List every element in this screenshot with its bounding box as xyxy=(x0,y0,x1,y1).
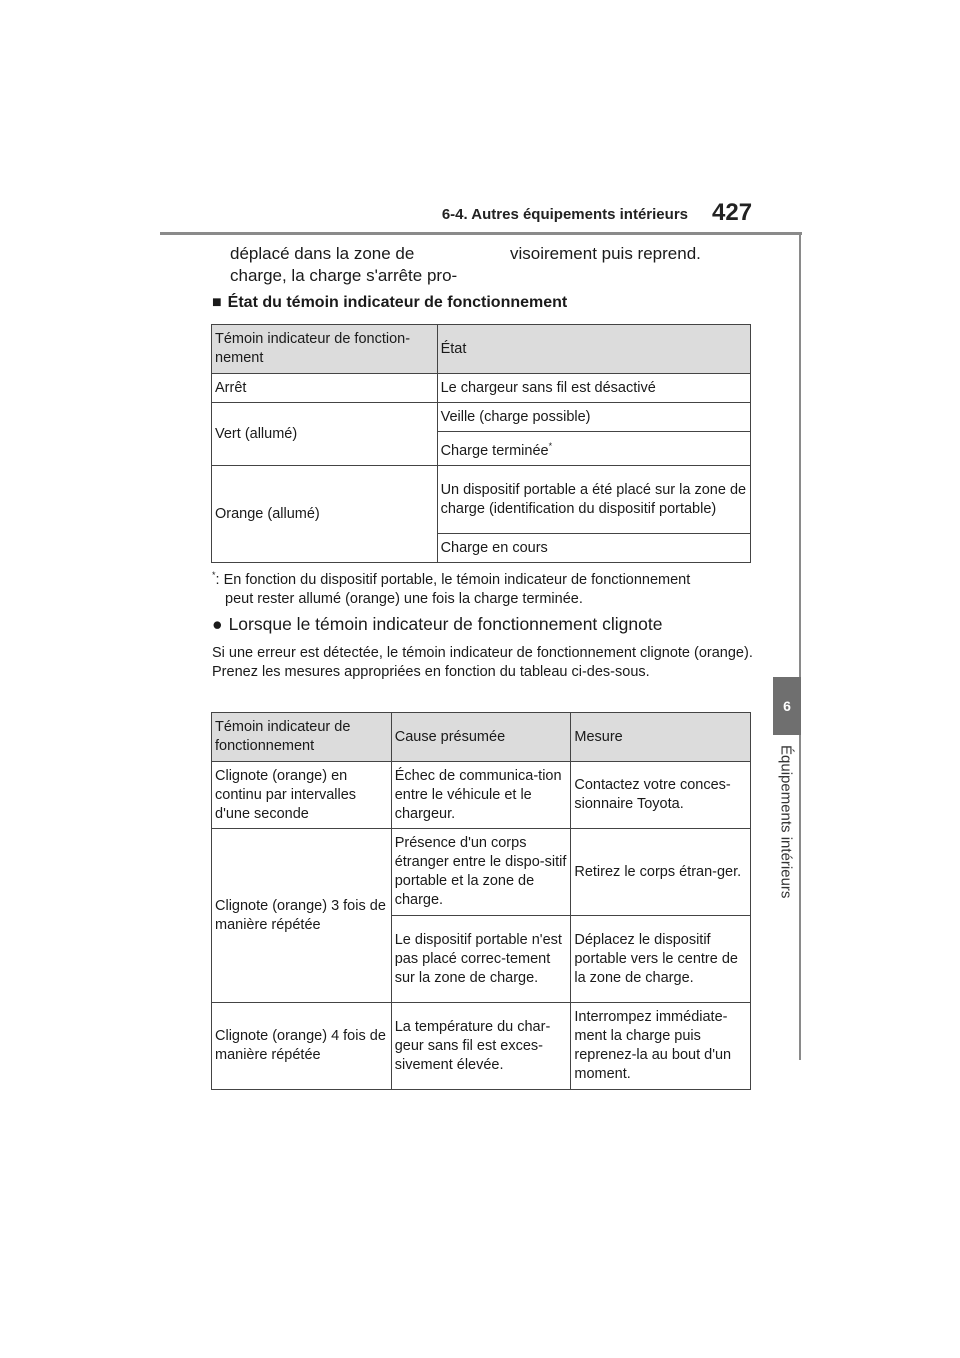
cell-action: Déplacez le dispositif portable vers le centre de la zone de charge. xyxy=(571,916,751,1003)
cell-cause: Le dispositif portable n'est pas placé correc-tement sur la zone de charge. xyxy=(391,916,571,1003)
header-divider xyxy=(160,232,802,235)
cell-action: Retirez le corps étran-ger. xyxy=(571,829,751,916)
table-row xyxy=(212,829,751,916)
cell-state: Un dispositif portable a été placé sur la zone de charge (identification du dispositif portable) xyxy=(437,466,750,534)
col-header-indicator: Témoin indicateur de fonctionnement xyxy=(212,713,392,762)
section1-heading xyxy=(212,294,567,312)
continuation-text-right xyxy=(510,243,770,265)
table-row xyxy=(212,466,751,534)
table-row xyxy=(212,403,751,432)
cell-state: Charge en cours xyxy=(437,534,750,563)
square-bullet-icon: ■ xyxy=(212,294,222,311)
cell-action: Contactez votre conces-sionnaire Toyota. xyxy=(571,762,751,829)
cell-state-text: Charge terminée xyxy=(440,442,549,459)
cell-state: Veille (charge possible) xyxy=(437,403,750,432)
cell-indicator: Orange (allumé) xyxy=(212,466,438,563)
chapter-tab: 6 xyxy=(773,677,801,735)
table-header-row xyxy=(212,713,751,762)
cell-indicator: Clignote (orange) en continu par intervalles d'une seconde xyxy=(212,762,392,829)
table-header-row xyxy=(212,325,751,374)
col-header-state: État xyxy=(437,325,750,374)
cell-indicator: Arrêt xyxy=(212,374,438,403)
cell-cause: Présence d'un corps étranger entre le dispo-sitif portable et la zone de charge. xyxy=(391,829,571,916)
cell-state xyxy=(437,432,750,466)
continuation-left-line2: charge, la charge s'arrête pro- xyxy=(230,266,458,285)
col-header-cause: Cause présumée xyxy=(391,713,571,762)
cell-indicator: Clignote (orange) 4 fois de manière répétée xyxy=(212,1003,392,1090)
blinking-table xyxy=(211,712,751,1090)
col-header-action: Mesure xyxy=(571,713,751,762)
footnote xyxy=(212,566,757,609)
footnote-text-line2: peut rester allumé (orange) une fois la charge terminée. xyxy=(225,590,583,607)
footnote-line1 xyxy=(212,566,757,590)
footnote-text-line1: : En fonction du dispositif portable, le témoin indicateur de fonctionnement xyxy=(215,571,691,588)
status-table xyxy=(211,324,751,563)
cell-indicator: Vert (allumé) xyxy=(212,403,438,466)
cell-action: Interrompez immédiate-ment la charge puis reprenez-la au bout d'un moment. xyxy=(571,1003,751,1090)
round-bullet-icon: ● xyxy=(212,614,223,634)
section2-title: Lorsque le témoin indicateur de fonctionnement clignote xyxy=(228,614,663,634)
continuation-right-line1: visoirement puis reprend. xyxy=(510,244,701,263)
cell-cause: Échec de communica-tion entre le véhicule et le chargeur. xyxy=(391,762,571,829)
table-row xyxy=(212,374,751,403)
section2-paragraph: Si une erreur est détectée, le témoin indicateur de fonctionnement clignote (orange). Prenez les mesures appropriées en fonction du tableau ci-des-sous. xyxy=(212,645,753,680)
section2-heading xyxy=(212,614,662,635)
continuation-text-left xyxy=(230,243,490,287)
page-number: 427 xyxy=(712,199,753,226)
table-row xyxy=(212,762,751,829)
section1-title: État du témoin indicateur de fonctionnement xyxy=(227,294,568,311)
table-row xyxy=(212,1003,751,1090)
section-header-title: 6-4. Autres équipements intérieurs xyxy=(441,206,688,223)
footnote-marker: * xyxy=(548,440,553,451)
side-divider xyxy=(799,235,801,1060)
cell-state: Le chargeur sans fil est désactivé xyxy=(437,374,750,403)
col-header-indicator: Témoin indicateur de fonction- nement xyxy=(212,325,438,374)
cell-indicator: Clignote (orange) 3 fois de manière répétée xyxy=(212,829,392,1003)
footnote-mark: * xyxy=(212,570,216,580)
continuation-left-line1: déplacé dans la zone de xyxy=(230,244,415,263)
cell-cause: La température du char-geur sans fil est exces-sivement élevée. xyxy=(391,1003,571,1090)
chapter-label: Équipements intérieurs xyxy=(777,745,795,899)
